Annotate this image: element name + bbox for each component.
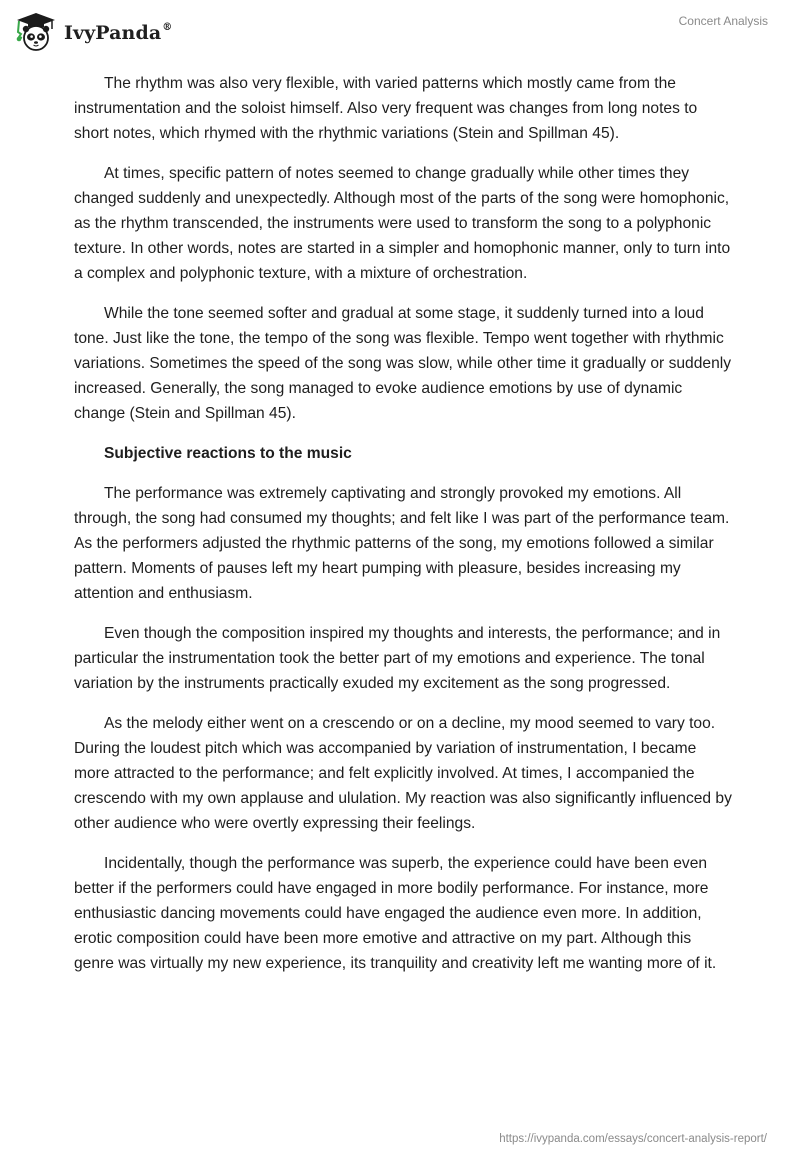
section-heading: Subjective reactions to the music — [104, 445, 352, 462]
panda-graduate-icon — [14, 10, 58, 54]
paragraph: At times, specific pattern of notes seemed to change gradually while other times they changed suddenly and unexpectedly. Although most of the parts of the song were homophonic, as the rhythm transcended, the instruments were used to transform the song to a polyphonic texture. In other words, notes are started in a simpler and homophonic manner, only to turn into a complex and polyphonic texture, with a mixture of orchestration. — [74, 165, 731, 282]
document-title: Concert Analysis — [678, 14, 768, 28]
paragraph: Even though the composition inspired my thoughts and interests, the performance; and in particular the instrumentation took the better part of my emotions and experience. The tonal variation by the instruments practically exuded my excitement as the song progressed. — [74, 625, 721, 692]
essay-body — [74, 71, 734, 991]
registered-mark: ® — [162, 21, 173, 33]
brand-name: IvyPanda® — [64, 21, 173, 44]
page-header — [0, 0, 800, 60]
paragraph: The rhythm was also very flexible, with varied patterns which mostly came from the instrumentation and the soloist himself. Also very frequent was changes from long notes to short notes, which rhymed with the rhythmic variations (Stein and Spillman 45). — [74, 75, 698, 142]
paragraph: As the melody either went on a crescendo or on a decline, my mood seemed to vary too. During the loudest pitch which was accompanied by variation of instrumentation, I became more attracted to the performance; and felt explicitly involved. At times, I accompanied the crescendo with my own applause and ululation. My reaction was also significantly influenced by other audience who were overtly expressing their feelings. — [74, 715, 732, 832]
paragraph: The performance was extremely captivating and strongly provoked my emotions. All through, the song had consumed my thoughts; and felt like I was part of the performance team. As the performers adjusted the rhythmic patterns of the song, my emotions followed a similar pattern. Moments of pauses left my heart pumping with pleasure, besides increasing my attention and enthusiasm. — [74, 485, 730, 602]
brand-logo[interactable] — [14, 10, 172, 54]
paragraph: While the tone seemed softer and gradual at some stage, it suddenly turned into a loud tone. Just like the tone, the tempo of the song was flexible. Tempo went together with rhythmic variations. Sometimes the speed of the song was slow, while other time it gradually or suddenly increased. Generally, the song managed to evoke audience emotions by use of dynamic change (Stein and Spillman 45). — [74, 305, 732, 422]
paragraph: Incidentally, though the performance was superb, the experience could have been even better if the performers could have engaged in more bodily performance. For instance, more enthusiastic dancing movements could have engaged the audience even more. In addition, erotic composition could have been more emotive and attractive on my part. Although this genre was virtually my new experience, its tranquility and creativity left me wanting more of it. — [74, 855, 717, 972]
source-url[interactable]: https://ivypanda.com/essays/concert-analysis-report/ — [499, 1133, 767, 1145]
